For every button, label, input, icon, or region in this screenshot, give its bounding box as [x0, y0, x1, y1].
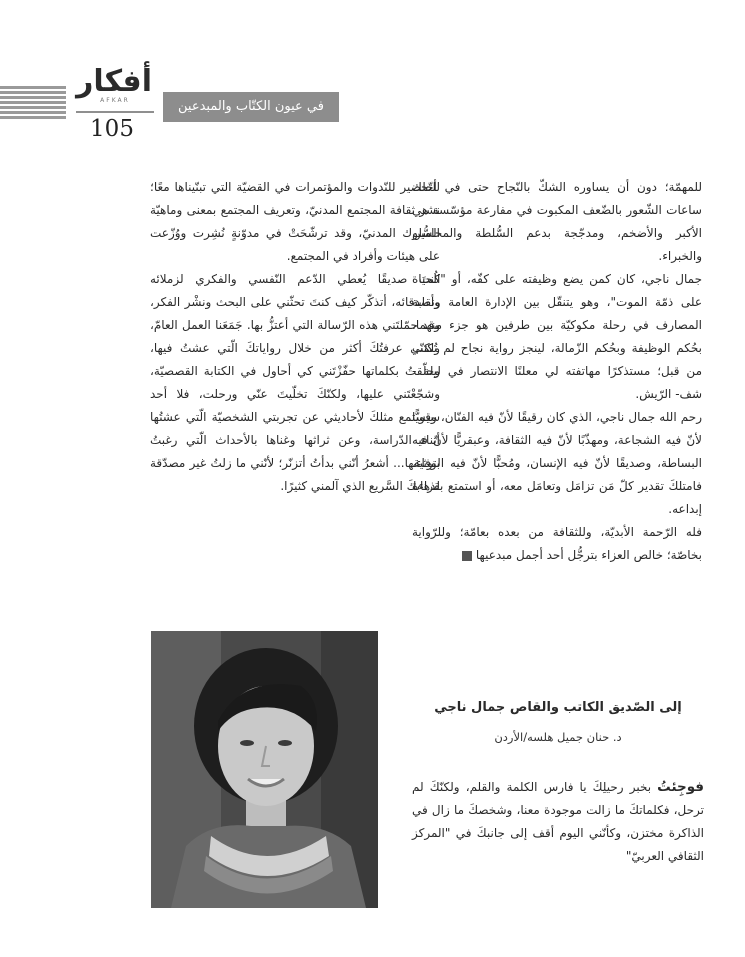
left-column	[150, 176, 440, 498]
article-body	[412, 776, 704, 868]
end-of-article-square-icon	[462, 551, 472, 561]
article-body-text: بخبر رحيلِكَ يا فارس الكلمة والقلم، ولكنّكَ لم ترحل، فكلماتكَ ما زالت موجودة معنا، وشخصكَ ما زال في الذاكرة مختزن، وكأنّني اليوم أقف إلى جانبكَ في "المركز الثقافي العربيّ"	[412, 780, 704, 863]
page-number: 105	[90, 116, 134, 142]
article-title: إلى الصّديق الكاتب والقاص جمال ناجي	[434, 700, 682, 715]
paragraph-last	[412, 521, 702, 567]
paragraph: رحم الله جمال ناجي، الذي كان رقيقًا لأنّ فيه الفنّان، وقويًّا لأنّ فيه الشجاعة، ومهذّبًا لأنّ فيه الثقافة، وعبقريًّا لأنّ فيه البساطة، وصديقًا لأنّ فيه الإنسان، ومُحبًّا لأنّ فيه الوفاء، فامتلكَ تقدير كلّ مَن تزامَل وتعامَل معه، أو استمتع بقراءة إبداعه.	[412, 410, 702, 516]
paragraph: للتّحضير للنّدوات والمؤتمرات في القضيّة التي تبنّيناها معًا؛ نشر ثقافة المجتمع المدنيّ، وتعريف المجتمع بمعنى وماهيّة السُّلوك المدنيّ، وقد ترشّحَتْ في مدوّنةٍ نُشِرت ووُزّعت على هيئات وأفراد في المجتمع.	[150, 180, 440, 263]
article-author: د. حنان جميل هلسه/الأردن	[494, 730, 622, 744]
paragraph: للمهمّة؛ دون أن يساوره الشكّ بالنّجاح حتى في أحلك ساعات الشّعور بالضّعف المكبوت في مفارعة مؤسّسة هي الأكبر والأضخم، ومدجّجة بدعم السُّلطة والمحامين والخبراء.	[412, 180, 702, 263]
paragraph: جمال ناجي، كان كمن يضع وظيفته على كفّه، أو "الحياة على ذمّة الموت"، وهو يتنقّل بين الإدارة العامة ونقابة المصارف في رحلة مكوكيّة بين طرفين هو جزء منهما، بحُكم الوظيفة وبحُكم الزّمالة، لينجز رواية نجاح لم تُكتب من قبل؛ مستذكرًا مهاتفته لي معلنًا الانتصار في ليلة - شف- الرّيش.	[412, 272, 702, 401]
magazine-logo	[78, 66, 152, 104]
header-stripes	[0, 86, 66, 122]
logo-divider	[76, 111, 154, 113]
logo-arabic: أفكار	[76, 64, 152, 99]
paragraph: كُنتَ صديقًا يُعطي الدّعم النّفسي والفكري لزملائه وأصدقائه، أتذكّر كيف كنتَ تحثّني على البحث ونشْر الفكر، وقد حمّلتَني هذه الرّسالة التي أعتزُّ بها. جَمَعَنا العمل العامّ، ولكنّي عرفتُكَ أكثر من خلال رواياتكَ الّتي عشتُ فيها، وحلّقتُ بكلماتها حفّزْتَني كي أحاول في الكتابة القصصيّة، وشجّعْتَني عليها، ولكنّكَ تخلّيتَ عنّي ورحلت، فلا أحد سيستمع مثلكَ لأحاديثي عن تجربتي الشخصيّة الّتي عشتُها أثناء الدّراسة، وعن ثراثها وغناها بالأحداث الّتي رغبتُ بتوثيقها... أشعرُ أنّني بدأتُ أتزنّر؛ لأنّني ما زلتُ غير مصدّقة لذهابكَ السَّريع الذي آلمني كثيرًا.	[150, 272, 440, 493]
portrait-photo-icon	[151, 631, 378, 908]
right-column	[412, 176, 702, 567]
lead-word: فوجِئتُ	[657, 779, 704, 795]
logo-latin: AFKAR	[100, 97, 130, 104]
section-title-tab: في عيون الكتّاب والمبدعين	[163, 92, 339, 122]
portrait-illustration	[151, 631, 378, 908]
paragraph-text: فله الرّحمة الأبديّة، وللثقافة من بعده بعامّة؛ وللرّواية بخاصّة؛ خالص العزاء بترجُّل أحد أجمل مبدعيها	[412, 525, 702, 562]
